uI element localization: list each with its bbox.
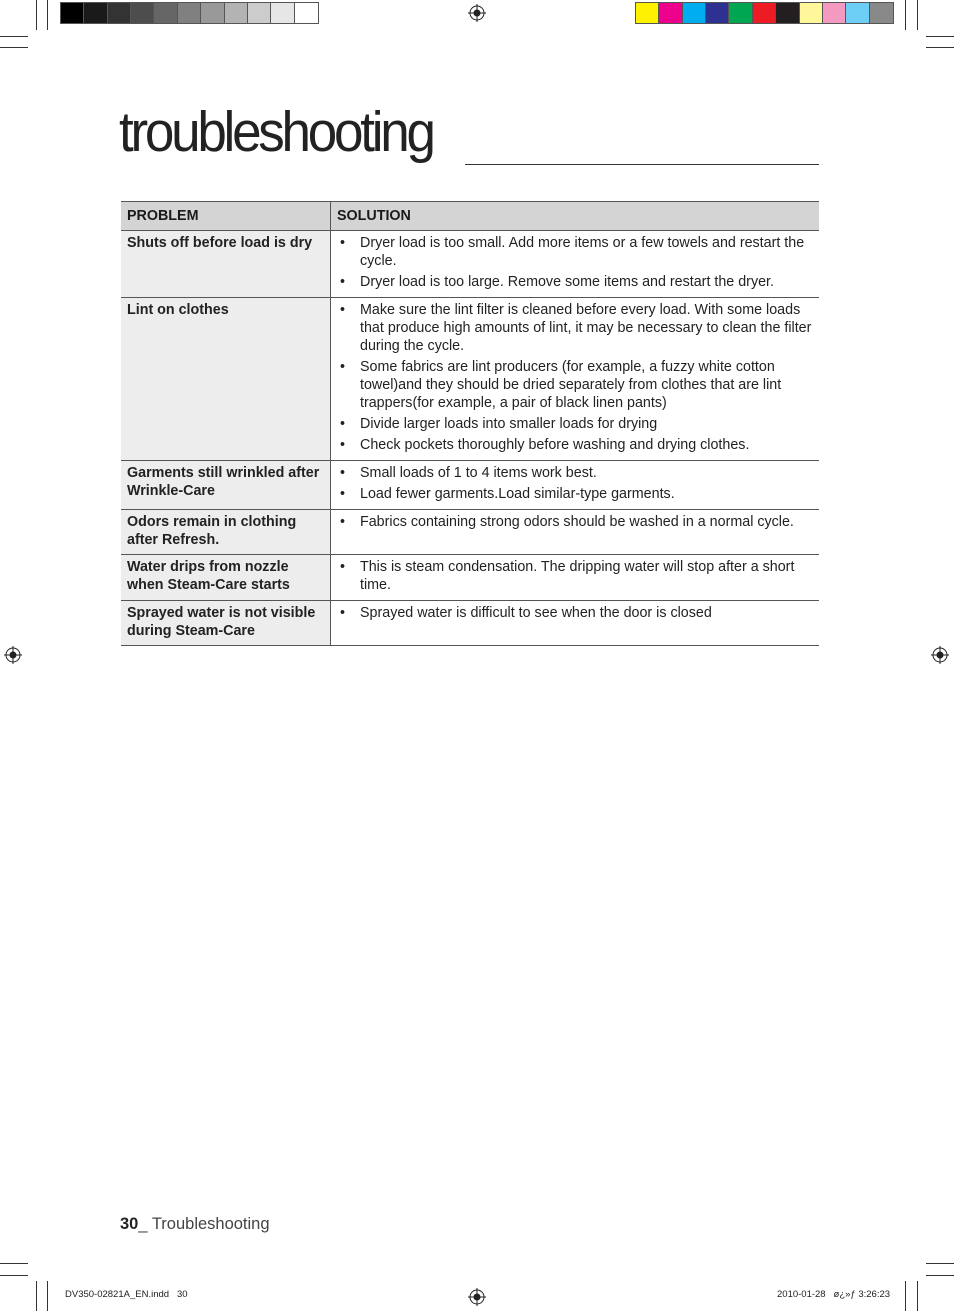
- registration-mark-icon: [468, 4, 486, 22]
- color-swatch: [706, 3, 729, 23]
- solution-text: Sprayed water is difficult to see when the door is closed: [360, 605, 712, 621]
- print-slug-filename: DV350-02821A_EN.indd 30: [65, 1289, 188, 1300]
- bullet-icon: •: [340, 605, 346, 621]
- color-swatch: [683, 3, 706, 23]
- table-row: [121, 510, 819, 555]
- problem-cell: Water drips from nozzle when Steam-Care starts: [121, 555, 331, 601]
- color-swatch: [846, 3, 869, 23]
- solution-cell: [331, 510, 820, 555]
- crop-mark: [917, 0, 918, 30]
- solution-list: [337, 604, 813, 622]
- problem-cell: Sprayed water is not visible during Steam-Care: [121, 601, 331, 646]
- color-swatch: [776, 3, 799, 23]
- color-swatch: [131, 3, 154, 23]
- crop-mark: [926, 47, 954, 48]
- solution-list: [337, 464, 813, 503]
- title-underline: [465, 164, 819, 165]
- solution-item: [337, 301, 813, 355]
- crop-mark: [0, 36, 28, 37]
- solution-item: [337, 234, 813, 270]
- solution-item: [337, 273, 813, 291]
- bullet-icon: •: [340, 514, 346, 530]
- color-swatch: [659, 3, 682, 23]
- crop-mark: [47, 0, 48, 30]
- color-swatch: [753, 3, 776, 23]
- crop-mark: [926, 36, 954, 37]
- registration-mark-icon: [468, 1288, 486, 1306]
- bullet-icon: •: [340, 359, 346, 375]
- bullet-icon: •: [340, 437, 346, 453]
- crop-mark: [36, 0, 37, 30]
- crop-mark: [917, 1281, 918, 1311]
- crop-mark: [926, 1263, 954, 1264]
- solution-cell: [331, 461, 820, 510]
- color-swatch: [295, 3, 318, 23]
- problem-cell: Lint on clothes: [121, 298, 331, 461]
- solution-text: Dryer load is too large. Remove some items and restart the dryer.: [360, 274, 774, 290]
- solution-list: [337, 301, 813, 454]
- solution-text: Small loads of 1 to 4 items work best.: [360, 465, 597, 481]
- crop-mark: [0, 1275, 28, 1276]
- page-footer: [120, 1215, 270, 1234]
- color-swatch: [271, 3, 294, 23]
- solution-cell: [331, 231, 820, 298]
- footer-section-label: _ Troubleshooting: [138, 1215, 270, 1233]
- crop-mark: [0, 1263, 28, 1264]
- page-number: 30: [120, 1215, 139, 1233]
- problem-cell: Shuts off before load is dry: [121, 231, 331, 298]
- crop-mark: [47, 1281, 48, 1311]
- table-row: [121, 298, 819, 461]
- color-swatch: [201, 3, 224, 23]
- solution-list: [337, 234, 813, 291]
- solution-cell: [331, 555, 820, 601]
- solution-text: Make sure the lint filter is cleaned before every load. With some loads that produce high amounts of lint, it may be necessary to clean the filter during the cycle.: [360, 302, 812, 354]
- color-swatch: [178, 3, 201, 23]
- color-swatch: [225, 3, 248, 23]
- problem-cell: Odors remain in clothing after Refresh.: [121, 510, 331, 555]
- solution-text: Check pockets thoroughly before washing and drying clothes.: [360, 437, 750, 453]
- print-slug-date: 2010-01-28 ø¿»ƒ 3:26:23: [777, 1289, 891, 1300]
- solution-list: [337, 513, 813, 531]
- solution-text: Load fewer garments.Load similar-type garments.: [360, 486, 675, 502]
- color-swatch: [84, 3, 107, 23]
- color-swatch: [729, 3, 752, 23]
- crop-mark: [0, 47, 28, 48]
- solution-item: [337, 604, 813, 622]
- solution-text: Divide larger loads into smaller loads for drying: [360, 416, 658, 432]
- bullet-icon: •: [340, 465, 346, 481]
- table-row: [121, 601, 819, 646]
- color-swatch: [108, 3, 131, 23]
- crop-mark: [905, 1281, 906, 1311]
- table-row: [121, 555, 819, 601]
- process-color-bar: [635, 2, 894, 24]
- solution-item: [337, 558, 813, 594]
- bullet-icon: •: [340, 274, 346, 290]
- solution-list: [337, 558, 813, 594]
- bullet-icon: •: [340, 416, 346, 432]
- crop-mark: [36, 1281, 37, 1311]
- crop-mark: [926, 1275, 954, 1276]
- bullet-icon: •: [340, 559, 346, 575]
- bullet-icon: •: [340, 486, 346, 502]
- solution-cell: [331, 601, 820, 646]
- solution-item: [337, 358, 813, 412]
- solution-text: Fabrics containing strong odors should be washed in a normal cycle.: [360, 514, 794, 530]
- problem-column-header: PROBLEM: [121, 202, 331, 231]
- color-swatch: [636, 3, 659, 23]
- bullet-icon: •: [340, 302, 346, 318]
- color-swatch: [248, 3, 271, 23]
- solution-item: [337, 485, 813, 503]
- color-swatch: [870, 3, 893, 23]
- troubleshooting-table: [121, 201, 819, 646]
- solution-text: Dryer load is too small. Add more items or a few towels and restart the cycle.: [360, 235, 805, 269]
- color-swatch: [61, 3, 84, 23]
- problem-cell: Garments still wrinkled after Wrinkle-Care: [121, 461, 331, 510]
- solution-text: This is steam condensation. The dripping water will stop after a short time.: [360, 559, 795, 593]
- solution-item: [337, 464, 813, 482]
- solution-column-header: SOLUTION: [331, 202, 820, 231]
- registration-mark-icon: [4, 646, 22, 664]
- solution-item: [337, 436, 813, 454]
- grayscale-color-bar: [60, 2, 319, 24]
- table-header-row: [121, 202, 819, 231]
- table-row: [121, 461, 819, 510]
- color-swatch: [823, 3, 846, 23]
- solution-item: [337, 415, 813, 433]
- registration-mark-icon: [931, 646, 949, 664]
- bullet-icon: •: [340, 235, 346, 251]
- solution-item: [337, 513, 813, 531]
- color-swatch: [154, 3, 177, 23]
- crop-mark: [905, 0, 906, 30]
- page-title: troubleshooting: [119, 100, 433, 164]
- solution-text: Some fabrics are lint producers (for example, a fuzzy white cotton towel)and they should be dried separately from clothes that are lint trappers(for example, a pair of black linen pants): [360, 359, 782, 411]
- solution-cell: [331, 298, 820, 461]
- table-row: [121, 231, 819, 298]
- color-swatch: [800, 3, 823, 23]
